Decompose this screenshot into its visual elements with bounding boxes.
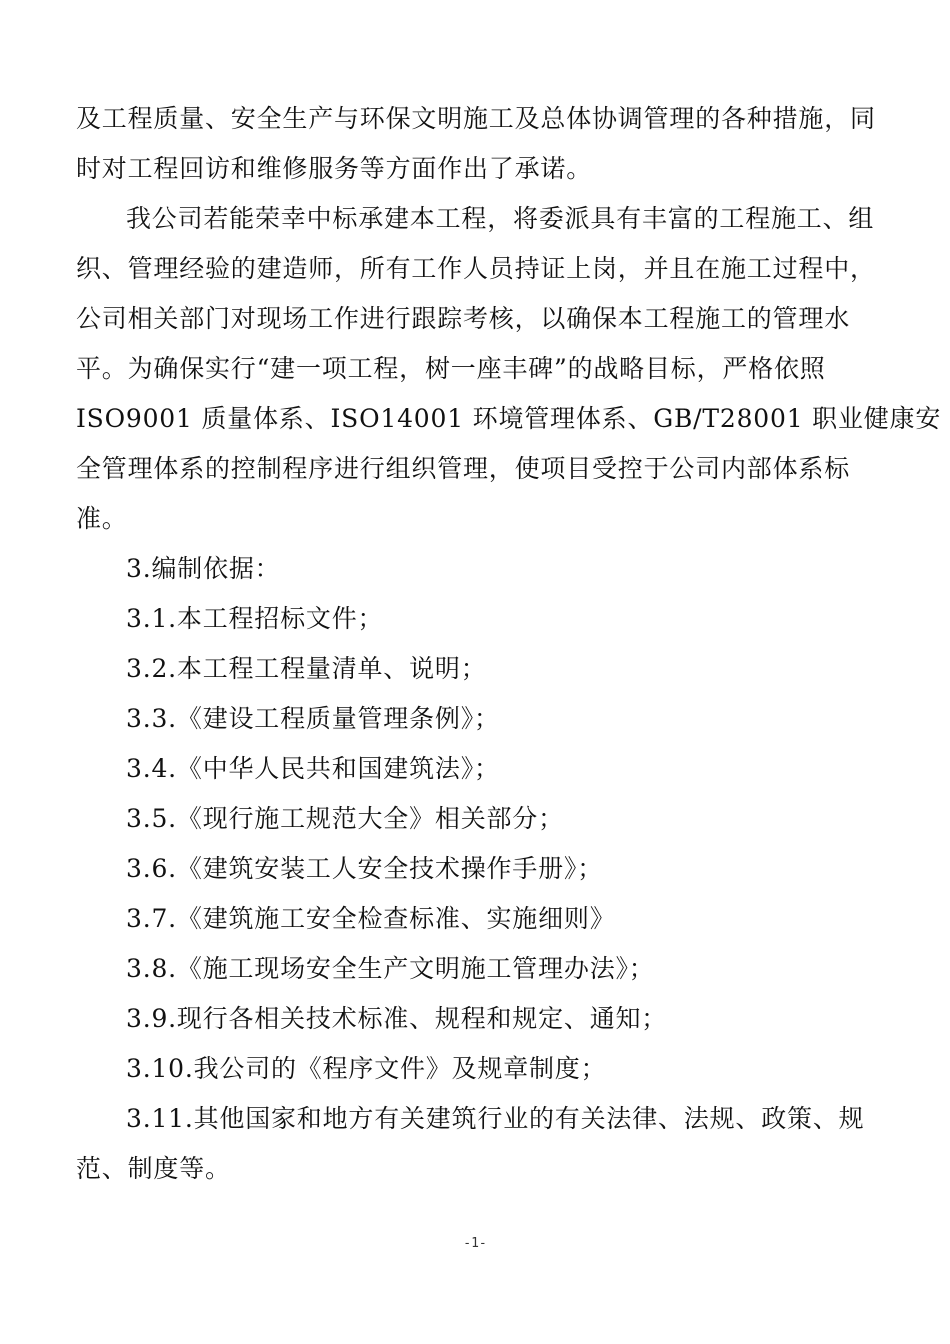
text-line: 及工程质量、安全生产与环保文明施工及总体协调管理的各种措施，同	[76, 104, 876, 133]
list-item: 3.4.《中华人民共和国建筑法》；	[126, 754, 500, 783]
text-line: 3.11.其他国家和地方有关建筑行业的有关法律、法规、政策、规	[126, 1104, 865, 1133]
list-item: 3.5.《现行施工规范大全》相关部分；	[126, 804, 564, 833]
paragraph-commitments	[76, 94, 876, 194]
text-line: 全管理体系的控制程序进行组织管理，使项目受控于公司内部体系标	[76, 454, 851, 483]
list-item: 3.10.我公司的《程序文件》及规章制度；	[126, 1054, 607, 1083]
section-heading: 3.编制依据：	[126, 554, 281, 583]
page-number: -1-	[463, 1236, 487, 1251]
text-line: 准。	[76, 504, 128, 533]
list-item: 3.8.《施工现场安全生产文明施工管理办法》；	[126, 954, 655, 983]
list-item: 3.6.《建筑安装工人安全技术操作手册》；	[126, 854, 604, 883]
text-line: 织、管理经验的建造师，所有工作人员持证上岗，并且在施工过程中，	[76, 254, 876, 283]
document-body	[76, 94, 942, 1194]
paragraph-bid-statement	[76, 194, 942, 544]
text-line: 范、制度等。	[76, 1154, 231, 1183]
text-line: 我公司若能荣幸中标承建本工程，将委派具有丰富的工程施工、组	[126, 204, 875, 233]
list-item-last	[76, 1094, 866, 1194]
text-line: 公司相关部门对现场工作进行跟踪考核，以确保本工程施工的管理水	[76, 304, 851, 333]
list-item: 3.3.《建设工程质量管理条例》；	[126, 704, 500, 733]
list-item: 3.9.现行各相关技术标准、规程和规定、通知；	[126, 1004, 668, 1033]
list-item: 3.2.本工程工程量清单、说明；	[126, 654, 487, 683]
text-line: 平。为确保实行“建一项工程，树一座丰碑”的战略目标，严格依照	[76, 354, 826, 383]
list-item: 3.1.本工程招标文件；	[126, 604, 384, 633]
text-line: 时对工程回访和维修服务等方面作出了承诺。	[76, 154, 593, 183]
text-line: ISO9001 质量体系、ISO14001 环境管理体系、GB/T28001 职业健康安	[76, 404, 942, 433]
list-item: 3.7.《建筑施工安全检查标准、实施细则》	[126, 904, 616, 933]
